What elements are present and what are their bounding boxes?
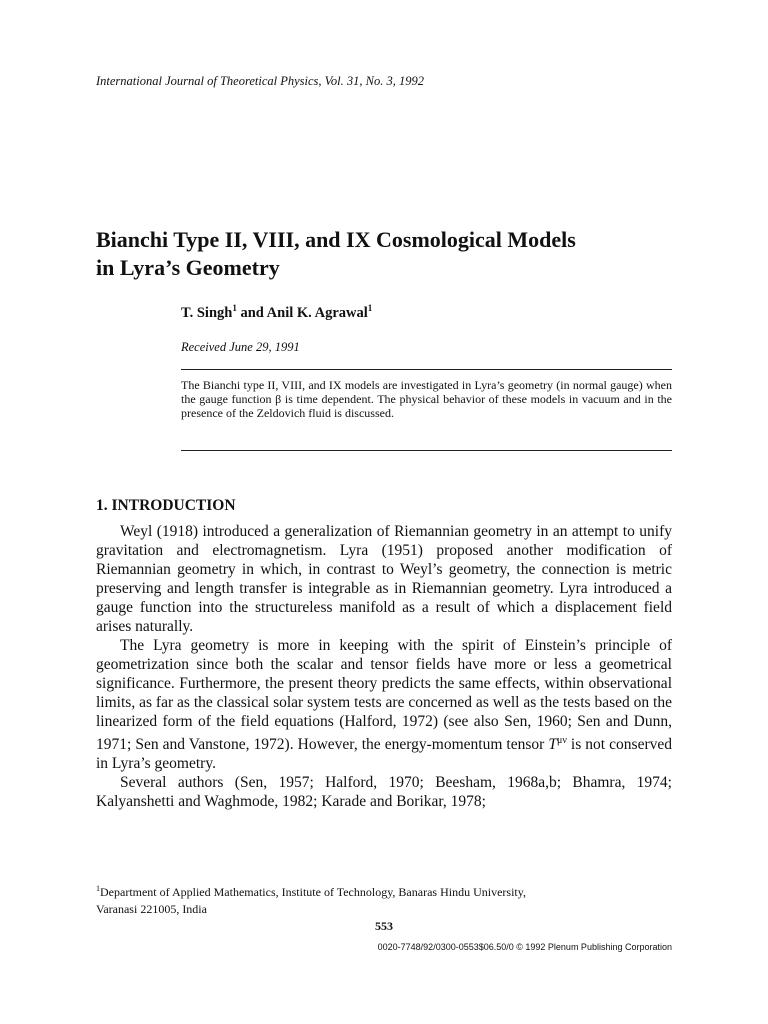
author-2: Anil K. Agrawal [266, 304, 368, 321]
title-line-2: in Lyra’s Geometry [96, 255, 280, 280]
author-2-affiliation-mark: 1 [367, 303, 373, 313]
paragraph-3: Several authors (Sen, 1957; Halford, 1970; Beesham, 1968a,b; Bhamra, 1974; Kalyanshetti and Waghmode, 1982; Karade and Borikar, 1978; [96, 774, 672, 811]
tensor-indices: μν [556, 735, 567, 746]
title-line-1: Bianchi Type II, VIII, and IX Cosmological Models [96, 227, 576, 252]
abstract-bottom-rule [181, 450, 672, 451]
journal-header: International Journal of Theoretical Physics, Vol. 31, No. 3, 1992 [96, 74, 424, 88]
copyright-line: 0020-7748/92/0300-0553$06.50/0 © 1992 Plenum Publishing Corporation [377, 942, 672, 952]
footnote-mark: 1 [96, 884, 100, 893]
paragraph-1: Weyl (1918) introduced a generalization of Riemannian geometry in an attempt to unify gravitation and electromagnetism. Lyra (1951) proposed another modification of Riemannian geometry in which, in contrast to Weyl’s geometry, the connection is metric preserving and length transfer is integrable as in Riemannian geometry. Lyra introduced a gauge function into the structureless manifold as a result of which a displacement field arises naturally. [96, 523, 672, 635]
authors [181, 303, 372, 322]
paragraph-2-tail: is not conserved in Lyra’s geometry. [96, 736, 672, 773]
received-date: Received June 29, 1991 [181, 340, 300, 354]
page-number: 553 [375, 919, 393, 933]
footnote-line-2: Varanasi 221005, India [96, 902, 207, 916]
tensor-symbol: T [548, 736, 557, 754]
abstract: The Bianchi type II, VIII, and IX models are investigated in Lyra’s geometry (in normal gauge) when the gauge function β is time dependent. The physical behavior of these models in vacuum and in the presence of the Zeldovich fluid is discussed. [181, 378, 672, 420]
paragraph-2-text: The Lyra geometry is more in keeping with the spirit of Einstein’s principle of geometrization since both the scalar and tensor fields have more or less a geometrical significance. Furthermore, the present theory predicts the same effects, within observational limits, as far as the classical solar system tests are concerned as well as the tests based on the linearized form of the field equations (Halford, 1972) (see also Sen, 1960; Sen and Dunn, 1971; Sen and Vanstone, 1972). However, the energy-momentum tensor [96, 637, 672, 754]
author-1-affiliation-mark: 1 [232, 303, 237, 313]
section-heading: 1. INTRODUCTION [96, 497, 236, 514]
body-text [96, 522, 672, 811]
footnote [96, 880, 674, 918]
footnote-line-1: Department of Applied Mathematics, Institute of Technology, Banaras Hindu University, [100, 885, 526, 899]
paragraph-2 [96, 636, 672, 773]
article-title [96, 226, 696, 282]
author-1: T. Singh [181, 304, 233, 321]
abstract-top-rule [181, 369, 672, 370]
author-separator: and [236, 304, 267, 321]
